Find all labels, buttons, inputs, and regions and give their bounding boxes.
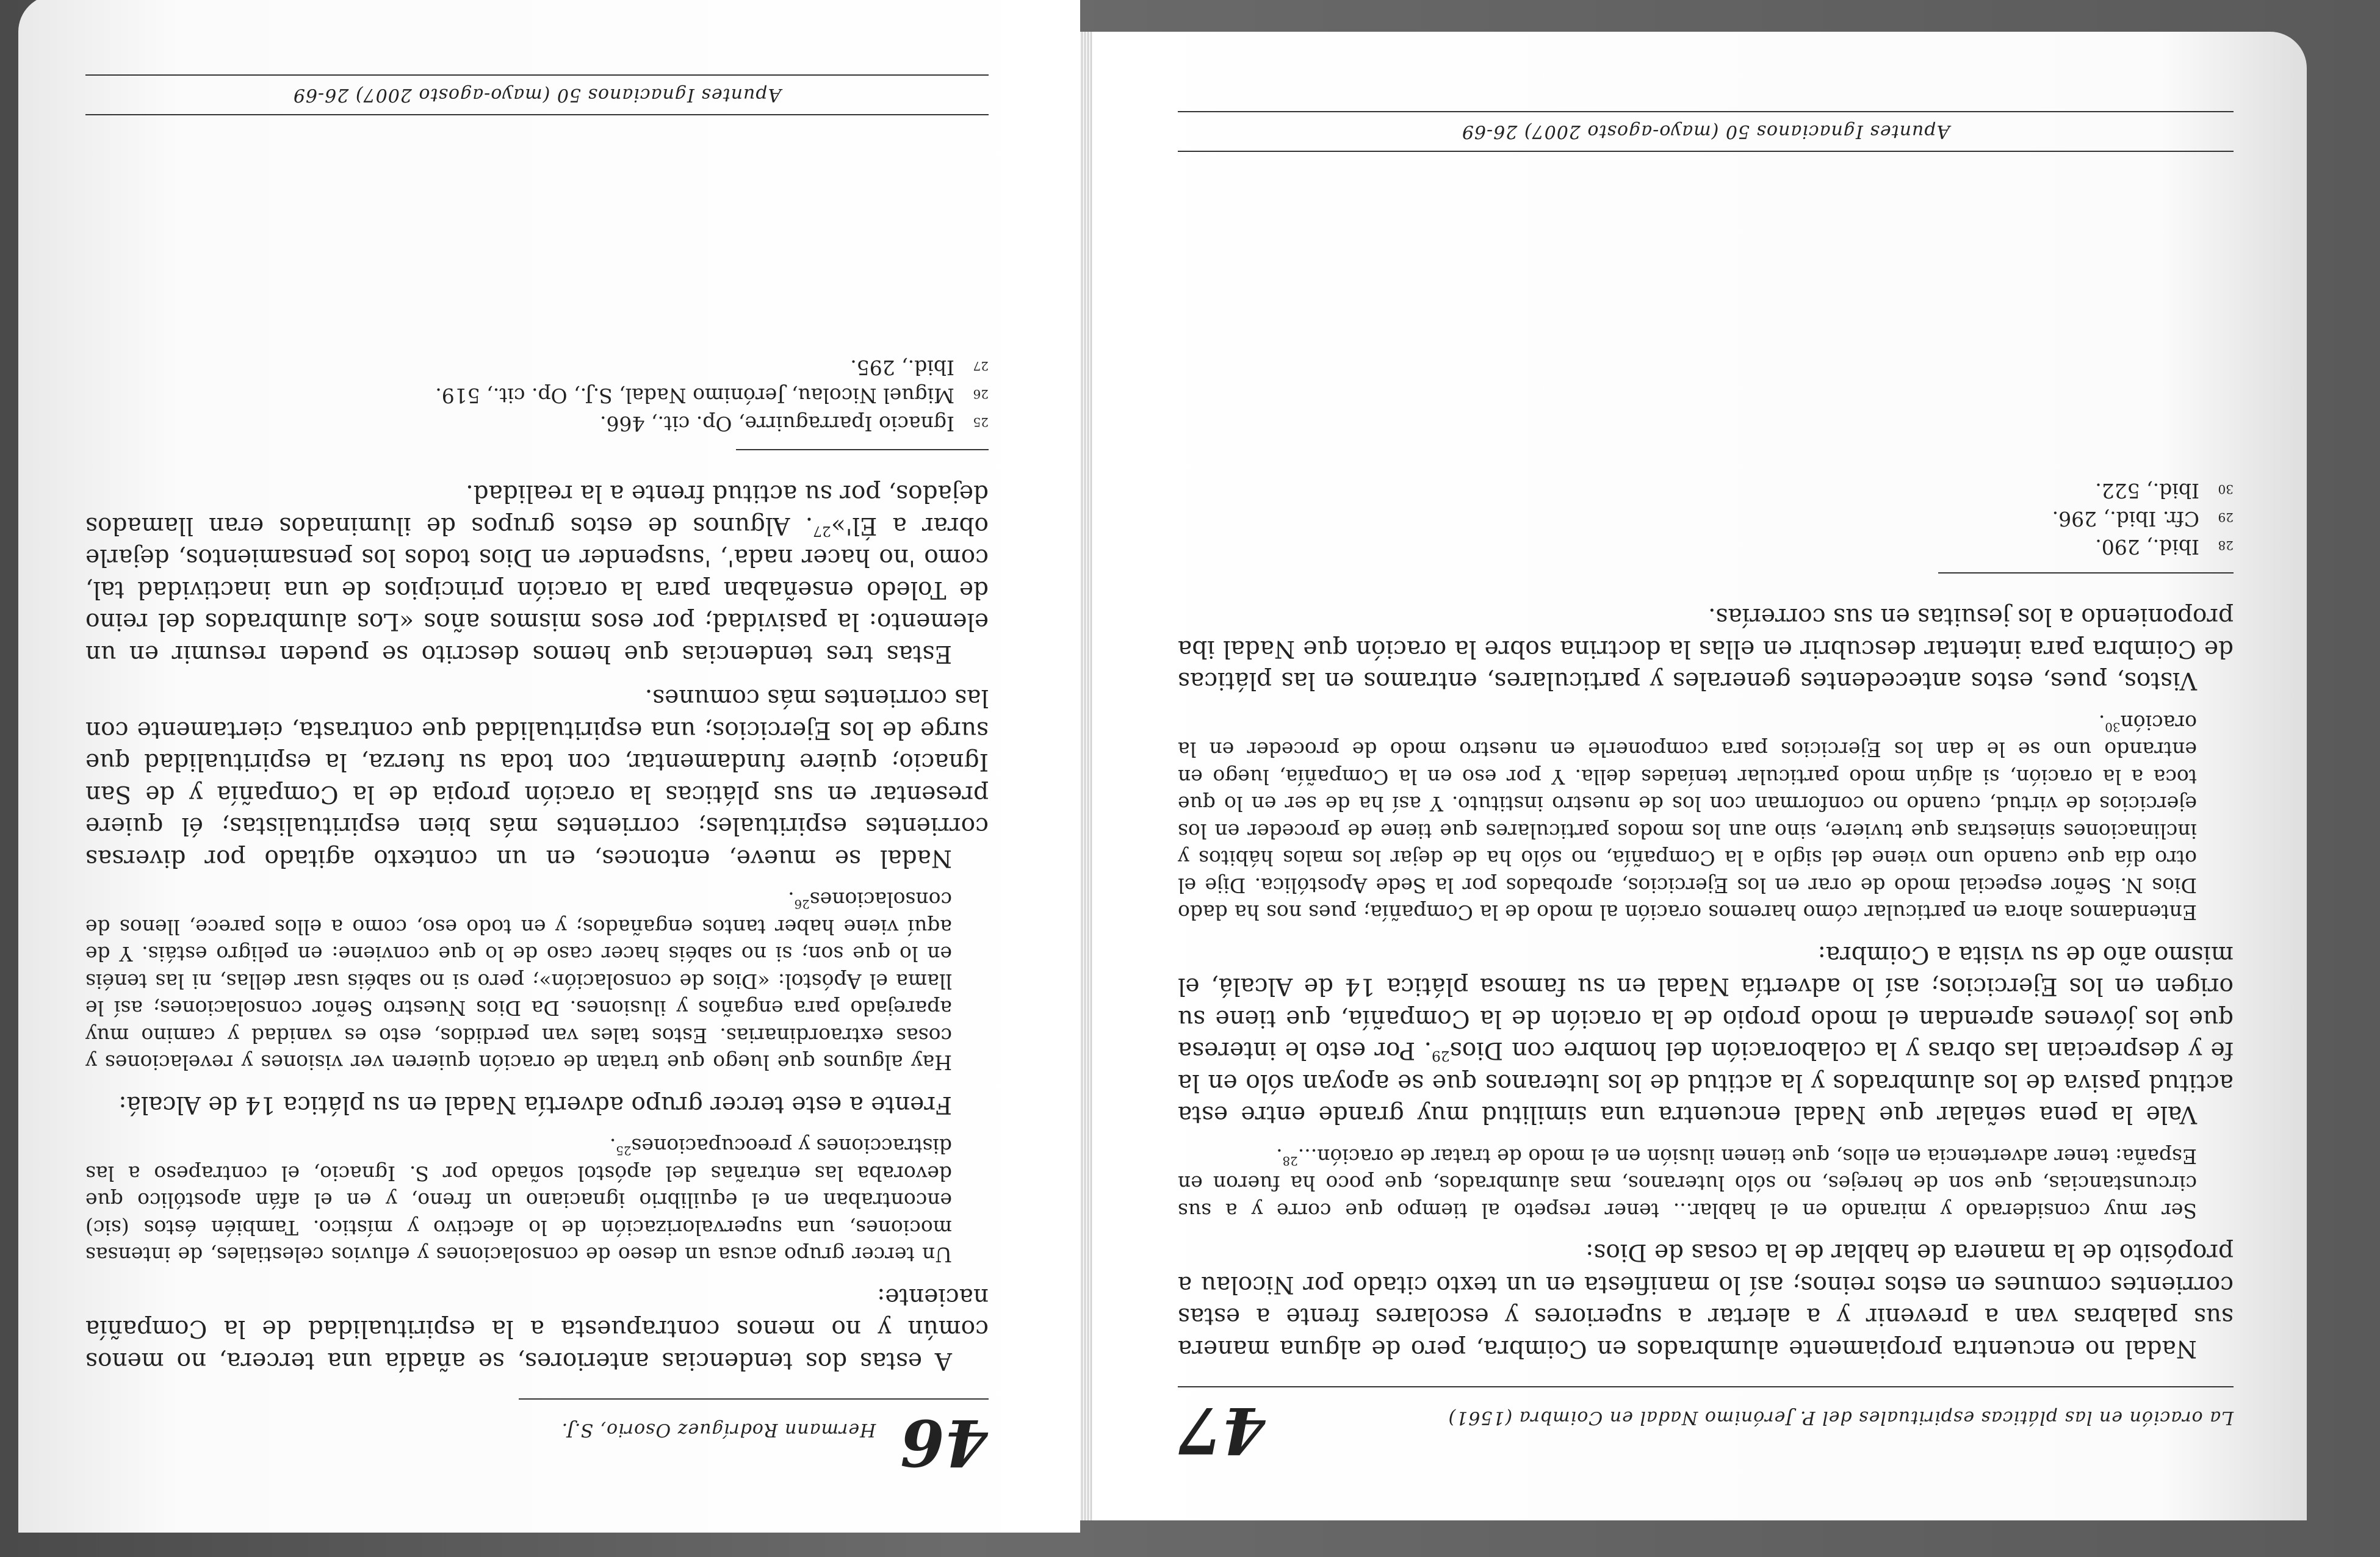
footnote-ref[interactable]: 30 (2105, 720, 2121, 734)
footnote: 28 Ibid., 290. (2095, 535, 2234, 559)
page-number: 47 (1178, 1393, 1266, 1468)
journal-footer: Apuntes Ignacianos 50 (mayo-agosto 2007) 26-69 (292, 84, 782, 106)
page-46-footer (85, 74, 989, 115)
block-quote: Hay algunos que luego que tratan de oración quieren ver visiones y revelaciones y cosas extraordinarias. Estos tales van perdidos, esto es vanidad y camino muy aparejado para engaños y ilusiones. Da Dios Nuestro Señor consolaciones; así le llama el Apóstol: «Dios de consolación»; pero si no sabéis usar dellas, ni las tenéis en lo que son; si no sabéis hacer caso de lo que conviene: en peligro estáis. Y de aquí viene haber tantos engañados; y en todo eso, como a ellos parece, llenos de consolaciones$^{26}$. (85, 888, 952, 1075)
paragraph: Nadal no encuentra propiamente alumbrados en Coimbra, pero de alguna manera sus palabras van a prevenir y a alertar a superiores y escolares frente a estas corrientes comunes en estos reinos; así lo manifiesta en un texto citado por Nicolau a propósito de la manera de hablar de la cosas de Dios: (1178, 1239, 2234, 1362)
footnote-ref[interactable]: 26 (794, 897, 810, 912)
running-head: La oración en las pláticas espirituales del P. Jerónimo Nadal en Coimbra (1561) (1448, 1407, 2234, 1428)
page-number: 46 (900, 1405, 989, 1480)
paragraph: Frente a este tercer grupo advertía Nadal en su plática 14 de Alcalá: (118, 1091, 952, 1118)
paragraph: Vale la pena señalar que Nadal encuentra una similitud muy grande entre esta actitud pasiva de los alumbrados y la actitud de los luteranos que se apoyan sólo en la fe y desprecian las obras y la colaboración del hombre con Dios$^{29}$. Por esto le interesa que los jóvenes aprendan el modo propio de la oración de la Compañía, que tiene su origen en los Ejercicios; así lo advertía Nadal en su famosa plática 14 de Alcalá, el mismo año de su visita a Coimbra: (1178, 941, 2234, 1129)
paragraph: Estas tres tendencias que hemos descrito se pueden resumir en un elemento: la pasividad; por esos mismos años «Los alumbrados del reino de Toledo enseñaban para la oración principios de una inactividad tal, como 'no hacer nada', 'suspender en Dios todos los pensamientos, dejarle obrar a Él'»$^{27}$. Algunos de estos grupos de iluminados eran llamados dejados, por su actitud frente a la realidad. (85, 480, 989, 667)
footnote-ref[interactable]: 25 (616, 1143, 632, 1158)
page-47-footer (1178, 111, 2234, 152)
paragraph: A estas dos tendencias anteriores, se añadía una tercera, no menos común y no menos contrapuesta a la espiritualidad de la Compañía naciente: (85, 1283, 989, 1375)
paragraph: Nadal se mueve, entonces, en un contexto agitado por diversas corrientes espirituales; corrientes más bien espiritualistas; él quiere presentar en sus pláticas la oración propia de la Compañía y de San Ignacio; quiere fundamentar, con toda su fuerza, la espiritualidad que surge de los Ejercicios; una espiritualidad que contrasta, ciertamente con las corrientes más comunes. (85, 684, 989, 872)
block-quote: Un tercer grupo acusa un deseo de consolaciones y efluvios celestiales, de intensas mociones, una supervalorización de lo afectivo y místico. También éstos (sic) encontraban en el equilibrio ignaciano un freno, y en el afán apostólico que devoraba las entrañas del apóstol soñado por S. Ignacio, el contrapeso a las distracciones y preocupaciones$^{25}$. (85, 1134, 952, 1267)
journal-footer: Apuntes Ignacianos 50 (mayo-agosto 2007) 26-69 (1461, 121, 1950, 142)
page-47-header (1178, 1393, 2234, 1468)
footnote-ref[interactable]: 29 (1432, 1048, 1450, 1065)
page-46 (18, 0, 1080, 1533)
block-quote: Ser muy considerado y mirando en el hablar... tener respeto al tiempo que corre y a sus circunstancias, que son de herejes, no sólo luteranos, mas alumbrados, que poco ha fueron en España: tener advertencia en ellos, que tienen ilusión en el modo de tratar de oración...$^{28}$. (1178, 1145, 2197, 1223)
page-46-content (85, 32, 989, 1478)
footnote-rule (1938, 572, 2234, 574)
page-46-header (85, 1405, 989, 1480)
header-rule (1178, 1386, 2234, 1387)
page-47-content (1178, 68, 2234, 1468)
block-quote: Entendamos ahora en particular cómo haremos oración al modo de la Compañía; pues nos ha dado Dios N. Señor especial modo de orar en los Ejercicios, aprobados por la Sede Apostólica. Dije el otro día que cuando uno viene del siglo a la Compañía, no sólo ha de dejar los malos hábitos y inclinaciones siniestras que tuviere, sino aun los modos particulares que tiene de proceder en los ejercicios de virtud, cuando no conforman con los de nuestro instituto. Y así ha de ser en lo que toca a la oración, si algún modo particular teníades della. Y por eso en la Compañía, luego en entrando uno se le dan los Ejercicios para componerle en nuestro modo de proceder en la oración$^{30}$. (1178, 711, 2197, 925)
running-head: Hermann Rodríguez Osorio, S.J. (561, 1419, 876, 1440)
header-rule (519, 1398, 989, 1400)
paragraph: Vistos, pues, estos antecedentes generales y particulares, entramos en las pláticas de Coimbra para intentar descubrir en ellas la doctrina sobre la oración que Nadal iba proponiendo a los jesuitas en sus correrías. (1178, 603, 2234, 695)
footnote-ref[interactable]: 28 (1282, 1154, 1298, 1168)
footnote: 30 Ibid., 522. (2095, 479, 2234, 503)
footnote: 27 Ibid., 295. (850, 356, 989, 379)
footnote: 26 Miguel Nicolau, Jerónimo Nadal, S.J., Op. cit., 519. (435, 384, 989, 408)
page-47 (1092, 32, 2307, 1520)
footnote-rule (736, 449, 989, 450)
footnote: 29 Cfr. Ibid., 296. (2052, 507, 2234, 531)
footnote-ref[interactable]: 27 (813, 523, 831, 540)
footnote: 25 Ignacio Iparraguirre, Op. cit., 466. (600, 412, 989, 436)
